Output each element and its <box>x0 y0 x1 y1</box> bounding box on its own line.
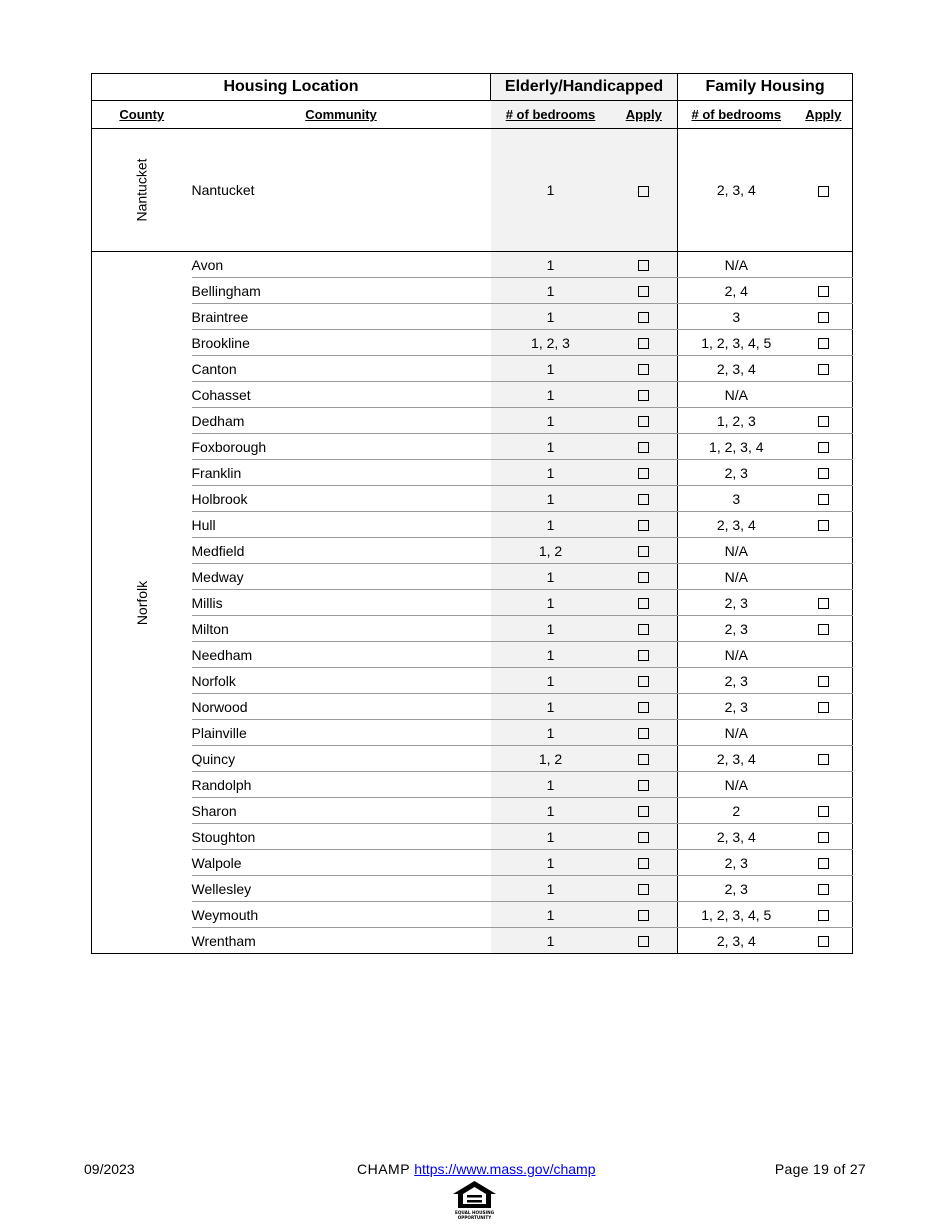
apply-checkbox[interactable] <box>818 494 829 505</box>
community-cell: Millis <box>192 590 491 616</box>
community-cell: Norwood <box>192 694 491 720</box>
family-bedrooms-cell: 1, 2, 3 <box>678 408 795 434</box>
apply-checkbox[interactable] <box>818 338 829 349</box>
community-cell: Randolph <box>192 772 491 798</box>
apply-checkbox[interactable] <box>638 186 649 197</box>
community-cell: Hull <box>192 512 491 538</box>
family-apply-cell <box>795 772 853 798</box>
elderly-bedrooms-cell: 1 <box>491 902 611 928</box>
apply-checkbox[interactable] <box>818 624 829 635</box>
elderly-bedrooms-cell: 1 <box>491 850 611 876</box>
apply-checkbox[interactable] <box>638 806 649 817</box>
apply-checkbox[interactable] <box>818 312 829 323</box>
elderly-apply-cell <box>611 304 678 330</box>
table-row <box>92 642 853 668</box>
family-bedrooms-cell: 2, 3, 4 <box>678 129 795 252</box>
family-bedrooms-cell: 2, 3 <box>678 460 795 486</box>
community-cell: Cohasset <box>192 382 491 408</box>
elderly-bedrooms-cell: 1 <box>491 304 611 330</box>
apply-checkbox[interactable] <box>638 546 649 557</box>
family-bedrooms-cell: 2, 3 <box>678 668 795 694</box>
table-row <box>92 278 853 304</box>
community-cell: Milton <box>192 616 491 642</box>
apply-checkbox[interactable] <box>818 416 829 427</box>
elderly-apply-cell <box>611 668 678 694</box>
table-row <box>92 694 853 720</box>
table-row <box>92 772 853 798</box>
apply-checkbox[interactable] <box>818 858 829 869</box>
elderly-bedrooms-cell: 1, 2, 3 <box>491 330 611 356</box>
table-row <box>92 460 853 486</box>
logo-text-line1: EQUAL HOUSING <box>454 1210 495 1215</box>
elderly-bedrooms-cell: 1 <box>491 642 611 668</box>
apply-checkbox[interactable] <box>818 286 829 297</box>
table-row <box>92 129 853 252</box>
apply-checkbox[interactable] <box>818 832 829 843</box>
community-cell: Nantucket <box>192 129 491 252</box>
apply-checkbox[interactable] <box>638 598 649 609</box>
elderly-bedrooms-cell: 1 <box>491 824 611 850</box>
elderly-bedrooms-cell: 1 <box>491 876 611 902</box>
footer-date: 09/2023 <box>84 1161 135 1177</box>
apply-checkbox[interactable] <box>638 286 649 297</box>
apply-checkbox[interactable] <box>638 416 649 427</box>
elderly-bedrooms-cell: 1 <box>491 564 611 590</box>
elderly-apply-cell <box>611 538 678 564</box>
apply-checkbox[interactable] <box>638 858 649 869</box>
table-row <box>92 850 853 876</box>
elderly-bedrooms-cell: 1 <box>491 668 611 694</box>
elderly-bedrooms-cell: 1 <box>491 382 611 408</box>
elderly-apply-cell <box>611 434 678 460</box>
table-row <box>92 746 853 772</box>
family-bedrooms-cell: 1, 2, 3, 4, 5 <box>678 330 795 356</box>
county-col-header: County <box>92 101 192 129</box>
elderly-apply-col-header: Apply <box>611 101 678 129</box>
elderly-bedrooms-cell: 1 <box>491 460 611 486</box>
elderly-apply-cell <box>611 330 678 356</box>
family-apply-cell <box>795 252 853 278</box>
apply-checkbox[interactable] <box>818 936 829 947</box>
community-cell: Needham <box>192 642 491 668</box>
apply-checkbox[interactable] <box>818 598 829 609</box>
elderly-bedrooms-cell: 1 <box>491 408 611 434</box>
apply-checkbox[interactable] <box>638 572 649 583</box>
family-bedrooms-cell: 3 <box>678 486 795 512</box>
apply-checkbox[interactable] <box>638 910 649 921</box>
table-row <box>92 512 853 538</box>
family-bedrooms-cell: 2, 3 <box>678 850 795 876</box>
elderly-bedrooms-cell: 1 <box>491 616 611 642</box>
elderly-apply-cell <box>611 824 678 850</box>
family-bedrooms-cell: 2, 3 <box>678 694 795 720</box>
family-bedrooms-col-header: # of bedrooms <box>678 101 795 129</box>
elderly-apply-cell <box>611 129 678 252</box>
family-bedrooms-cell: N/A <box>678 252 795 278</box>
community-cell: Holbrook <box>192 486 491 512</box>
community-cell: Medfield <box>192 538 491 564</box>
apply-checkbox[interactable] <box>638 338 649 349</box>
table-row <box>92 408 853 434</box>
elderly-apply-cell <box>611 512 678 538</box>
table-row <box>92 330 853 356</box>
elderly-bedrooms-cell: 1 <box>491 694 611 720</box>
elderly-apply-cell <box>611 902 678 928</box>
family-apply-cell <box>795 356 853 382</box>
table-row <box>92 304 853 330</box>
header-row-2 <box>92 101 853 129</box>
apply-checkbox[interactable] <box>638 468 649 479</box>
elderly-bedrooms-cell: 1, 2 <box>491 746 611 772</box>
table-row <box>92 434 853 460</box>
elderly-bedrooms-cell: 1, 2 <box>491 538 611 564</box>
table-row <box>92 668 853 694</box>
family-apply-cell <box>795 902 853 928</box>
apply-checkbox[interactable] <box>638 312 649 323</box>
family-bedrooms-cell: 2 <box>678 798 795 824</box>
table-row <box>92 564 853 590</box>
family-apply-cell <box>795 616 853 642</box>
elderly-apply-cell <box>611 278 678 304</box>
community-cell: Medway <box>192 564 491 590</box>
logo-text-line2: OPPORTUNITY <box>457 1215 492 1220</box>
apply-checkbox[interactable] <box>638 494 649 505</box>
family-apply-cell <box>795 694 853 720</box>
table-row <box>92 824 853 850</box>
family-apply-cell <box>795 668 853 694</box>
elderly-bedrooms-cell: 1 <box>491 928 611 954</box>
table-row <box>92 798 853 824</box>
family-bedrooms-cell: 2, 3, 4 <box>678 746 795 772</box>
family-bedrooms-cell: 2, 3, 4 <box>678 356 795 382</box>
elderly-apply-cell <box>611 876 678 902</box>
housing-table <box>91 73 853 954</box>
county-cell-nantucket <box>92 129 192 252</box>
apply-checkbox[interactable] <box>818 806 829 817</box>
apply-checkbox[interactable] <box>818 676 829 687</box>
elderly-bedrooms-cell: 1 <box>491 720 611 746</box>
apply-checkbox[interactable] <box>638 260 649 271</box>
family-apply-cell <box>795 278 853 304</box>
apply-checkbox[interactable] <box>638 936 649 947</box>
family-bedrooms-cell: 2, 3, 4 <box>678 512 795 538</box>
equal-housing-icon <box>451 1180 498 1220</box>
housing-location-header: Housing Location <box>92 74 491 101</box>
elderly-apply-cell <box>611 252 678 278</box>
apply-checkbox[interactable] <box>638 520 649 531</box>
family-apply-col-header: Apply <box>795 101 853 129</box>
elderly-apply-cell <box>611 850 678 876</box>
family-apply-cell <box>795 798 853 824</box>
elderly-bedrooms-cell: 1 <box>491 590 611 616</box>
family-bedrooms-cell: N/A <box>678 382 795 408</box>
elderly-apply-cell <box>611 928 678 954</box>
elderly-header: Elderly/Handicapped <box>491 74 678 101</box>
apply-checkbox[interactable] <box>638 702 649 713</box>
family-bedrooms-cell: N/A <box>678 538 795 564</box>
family-bedrooms-cell: 2, 3 <box>678 616 795 642</box>
community-cell: Norfolk <box>192 668 491 694</box>
apply-checkbox[interactable] <box>638 442 649 453</box>
elderly-apply-cell <box>611 460 678 486</box>
elderly-apply-cell <box>611 356 678 382</box>
elderly-apply-cell <box>611 798 678 824</box>
family-header: Family Housing <box>678 74 853 101</box>
elderly-bedrooms-cell: 1 <box>491 129 611 252</box>
table-row <box>92 720 853 746</box>
community-cell: Canton <box>192 356 491 382</box>
table-row <box>92 616 853 642</box>
county-label: Nantucket <box>133 158 150 222</box>
elderly-bedrooms-cell: 1 <box>491 356 611 382</box>
family-bedrooms-cell: N/A <box>678 720 795 746</box>
elderly-apply-cell <box>611 694 678 720</box>
community-cell: Stoughton <box>192 824 491 850</box>
family-bedrooms-cell: N/A <box>678 642 795 668</box>
footer-page: Page 19 of 27 <box>774 1161 866 1177</box>
family-apply-cell <box>795 590 853 616</box>
footer-center <box>357 1161 596 1177</box>
apply-checkbox[interactable] <box>818 884 829 895</box>
family-apply-cell <box>795 928 853 954</box>
apply-checkbox[interactable] <box>638 364 649 375</box>
community-cell: Wrentham <box>192 928 491 954</box>
elderly-apply-cell <box>611 382 678 408</box>
apply-checkbox[interactable] <box>638 884 649 895</box>
elderly-bedrooms-cell: 1 <box>491 252 611 278</box>
table-row <box>92 356 853 382</box>
elderly-bedrooms-cell: 1 <box>491 486 611 512</box>
community-cell: Quincy <box>192 746 491 772</box>
community-cell: Walpole <box>192 850 491 876</box>
apply-checkbox[interactable] <box>818 442 829 453</box>
community-cell: Weymouth <box>192 902 491 928</box>
apply-checkbox[interactable] <box>818 702 829 713</box>
family-bedrooms-cell: 3 <box>678 304 795 330</box>
champ-link[interactable]: https://www.mass.gov/champ <box>414 1161 596 1177</box>
community-cell: Avon <box>192 252 491 278</box>
county-label: Norfolk <box>133 580 150 625</box>
family-apply-cell <box>795 330 853 356</box>
family-bedrooms-cell: 2, 3, 4 <box>678 928 795 954</box>
apply-checkbox[interactable] <box>638 390 649 401</box>
family-apply-cell <box>795 538 853 564</box>
apply-checkbox[interactable] <box>818 754 829 765</box>
elderly-bedrooms-col-header: # of bedrooms <box>491 101 611 129</box>
elderly-bedrooms-cell: 1 <box>491 512 611 538</box>
elderly-apply-cell <box>611 564 678 590</box>
elderly-bedrooms-cell: 1 <box>491 798 611 824</box>
table-row <box>92 252 853 278</box>
header-row-1 <box>92 74 853 101</box>
family-bedrooms-cell: 1, 2, 3, 4, 5 <box>678 902 795 928</box>
apply-checkbox[interactable] <box>818 520 829 531</box>
family-apply-cell <box>795 720 853 746</box>
family-bedrooms-cell: 2, 3 <box>678 590 795 616</box>
community-cell: Foxborough <box>192 434 491 460</box>
community-cell: Bellingham <box>192 278 491 304</box>
family-apply-cell <box>795 876 853 902</box>
family-apply-cell <box>795 564 853 590</box>
elderly-apply-cell <box>611 772 678 798</box>
family-apply-cell <box>795 408 853 434</box>
table-row <box>92 590 853 616</box>
elderly-apply-cell <box>611 408 678 434</box>
table-row <box>92 876 853 902</box>
elderly-bedrooms-cell: 1 <box>491 434 611 460</box>
family-apply-cell <box>795 486 853 512</box>
apply-checkbox[interactable] <box>638 754 649 765</box>
family-apply-cell <box>795 512 853 538</box>
county-cell-norfolk <box>92 252 192 954</box>
family-apply-cell <box>795 460 853 486</box>
apply-checkbox[interactable] <box>638 676 649 687</box>
elderly-bedrooms-cell: 1 <box>491 772 611 798</box>
community-cell: Dedham <box>192 408 491 434</box>
family-bedrooms-cell: 1, 2, 3, 4 <box>678 434 795 460</box>
apply-checkbox[interactable] <box>638 728 649 739</box>
table-row <box>92 928 853 954</box>
family-bedrooms-cell: 2, 3, 4 <box>678 824 795 850</box>
community-cell: Sharon <box>192 798 491 824</box>
apply-checkbox[interactable] <box>818 364 829 375</box>
elderly-apply-cell <box>611 720 678 746</box>
table-row <box>92 382 853 408</box>
family-apply-cell <box>795 382 853 408</box>
elderly-bedrooms-cell: 1 <box>491 278 611 304</box>
apply-checkbox[interactable] <box>638 832 649 843</box>
table-row <box>92 486 853 512</box>
elderly-apply-cell <box>611 746 678 772</box>
family-apply-cell <box>795 304 853 330</box>
elderly-apply-cell <box>611 616 678 642</box>
family-bedrooms-cell: 2, 3 <box>678 876 795 902</box>
family-apply-cell <box>795 129 853 252</box>
family-apply-cell <box>795 434 853 460</box>
elderly-apply-cell <box>611 486 678 512</box>
elderly-apply-cell <box>611 590 678 616</box>
apply-checkbox[interactable] <box>818 910 829 921</box>
family-bedrooms-cell: 2, 4 <box>678 278 795 304</box>
community-cell: Braintree <box>192 304 491 330</box>
family-bedrooms-cell: N/A <box>678 564 795 590</box>
apply-checkbox[interactable] <box>638 650 649 661</box>
apply-checkbox[interactable] <box>638 780 649 791</box>
table-row <box>92 902 853 928</box>
elderly-apply-cell <box>611 642 678 668</box>
community-cell: Wellesley <box>192 876 491 902</box>
table-row <box>92 538 853 564</box>
family-apply-cell <box>795 746 853 772</box>
community-cell: Brookline <box>192 330 491 356</box>
footer-program: CHAMP <box>357 1161 410 1177</box>
apply-checkbox[interactable] <box>818 468 829 479</box>
family-apply-cell <box>795 824 853 850</box>
family-apply-cell <box>795 850 853 876</box>
family-apply-cell <box>795 642 853 668</box>
community-col-header: Community <box>192 101 491 129</box>
apply-checkbox[interactable] <box>638 624 649 635</box>
family-bedrooms-cell: N/A <box>678 772 795 798</box>
community-cell: Franklin <box>192 460 491 486</box>
apply-checkbox[interactable] <box>818 186 829 197</box>
community-cell: Plainville <box>192 720 491 746</box>
